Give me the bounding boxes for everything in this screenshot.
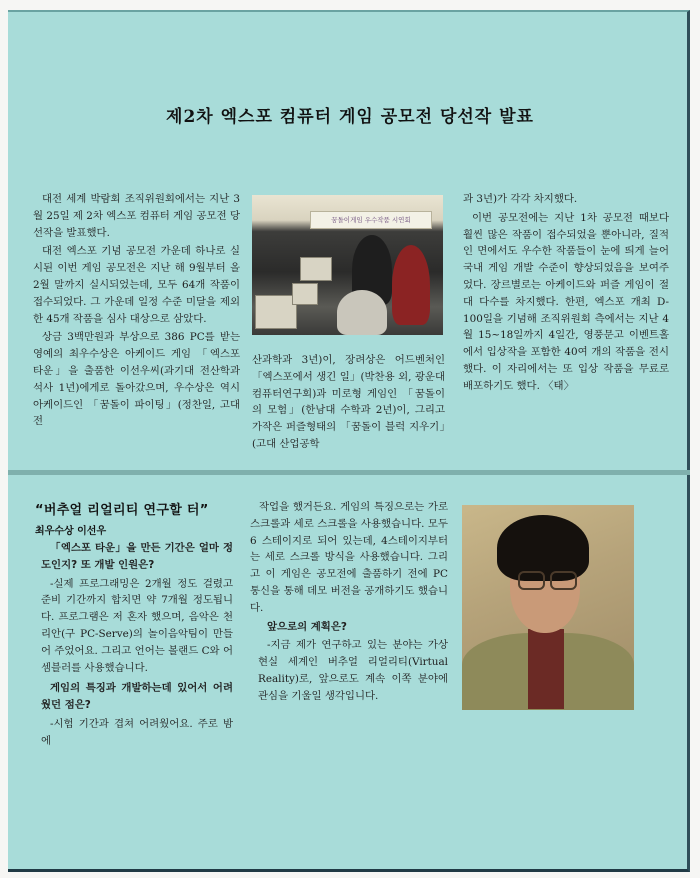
interview-question: 게임의 특징과 개발하는데 있어서 어려웠던 점은? (41, 682, 233, 712)
interview-column-1 (33, 540, 233, 752)
paragraph: 대전 세계 박람회 조직위원회에서는 지난 3월 25일 제 2차 엑스포 컴퓨터 게임 공모전 당선작을 발표했다. (33, 193, 240, 239)
paragraph: 과 3년)가 각각 차지했다. (463, 193, 578, 205)
interview-answer: -지금 제가 연구하고 있는 분야는 가상 현실 세계인 버추얼 리얼리티(Virtual Reality)로, 앞으로도 계속 이쪽 분야에 관심을 기울일 생각입니다. (258, 639, 448, 702)
shirt-shape (528, 629, 564, 709)
hair-shape (497, 515, 589, 581)
glasses-left (518, 571, 545, 590)
interview-answer: 작업을 했거든요. 게임의 특징으로는 가로 스크롤과 세로 스크롤을 사용했습니다. 모두 6 스테이지로 되어 있는데, 4스테이지부터는 세로 스크롤 방식을 사용했습니다. 그리고 이 게임은 공모전에 출품하기 전에 PC 통신을 통해 데모 버전을 공개하기도 했습니다. (250, 501, 448, 614)
crowd-shape (337, 290, 387, 335)
section-divider (8, 470, 690, 475)
portrait-photo (462, 505, 634, 710)
article-column-1 (33, 191, 240, 432)
paragraph: 산과학과 3년)이, 장려상은 어드벤처인 「엑스포에서 생긴 일」(박찬용 외, 광운대 컴퓨터연구회)과 미로형 게임인 「꿈돌이의 모험」(한남대 수학과 2년)이, 그리고 가작은 퍼즐형태의 「꿈돌이 블럭 지우기」(고대 산업공학 (252, 354, 445, 450)
monitor-shape (292, 283, 318, 305)
paragraph: 상금 3백만원과 부상으로 386 PC를 받는 영예의 최우수상은 아케이드 게임 「엑스포 타운」을 출품한 이선우씨(과기대 전산학과 석사 1년)에게로 돌아갔으며, 우수상은 역시 아케이드인 「꿈돌이 파이팅」(정찬일, 고대 전 (33, 331, 240, 428)
interview-column-2 (250, 499, 448, 707)
article-title: 제2차 엑스포 컴퓨터 게임 공모전 당선작 발표 (166, 107, 534, 127)
interview-question: 앞으로의 계획은? (267, 620, 347, 633)
article-column-3 (463, 191, 669, 397)
glasses-right (550, 571, 577, 590)
interview-answer: -시험 기간과 겹쳐 어려웠어요. 주로 밤에 (41, 717, 233, 747)
monitor-shape (255, 295, 297, 329)
event-photo (252, 195, 443, 335)
article-column-2 (252, 352, 445, 455)
crowd-shape (392, 245, 430, 325)
paragraph: 이번 공모전에는 지난 1차 공모전 때보다 훨씬 많은 작품이 접수되었을 뿐아니라, 질적인 면에서도 우수한 작품들이 눈에 띄게 늘어 국내 게임 개발 수준이 향상되었음을 보여주었다. 장르별로는 아케이드와 퍼즐 게임이 절대 다수를 차지했다. 한편, 엑스포 개최 D-100일을 기념해 조직위원회 측에서는 지난 4월 15~18일까지 4일간, 영풍문고 이벤트홀에서 입상작을 포함한 40여 개의 작품을 전시했다. 이 자리에서는 또 입상 작품을 무료로 배포하기도 했다. 〈태〉 (463, 211, 669, 392)
interview-question: 「엑스포 타운」을 만든 기간은 얼마 정도인지? 또 개발 인원은? (41, 542, 233, 571)
interview-title: “버추얼 리얼리티 연구할 터” (35, 503, 209, 518)
monitor-shape (300, 257, 332, 281)
photo-banner: 꿈돌이게임 우수작품 시연회 (310, 211, 432, 229)
interview-subtitle: 최우수상 이선우 (35, 526, 107, 537)
interview-answer: -실제 프로그래밍은 2개월 정도 걸렸고 준비 기간까지 합치면 약 7개월 정도됩니다. 프로그램은 저 혼자 했으며, 음악은 천리안(구 PC-Serve)의 놀이음악팀이 만들어 주었어요. 그리고 언어는 볼랜드 C와 어셈블러를 사용했습니다. (41, 577, 233, 674)
paragraph: 대전 엑스포 기념 공모전 가운데 하나로 실시된 이번 게임 공모전은 지난 해 9월부터 올 2월 말까지 실시되었는데, 모두 64개 작품이 접수되었다. 그 가운데 일정 수준 미달을 제외한 45개 작품을 심사 대상으로 삼았다. (33, 245, 240, 325)
